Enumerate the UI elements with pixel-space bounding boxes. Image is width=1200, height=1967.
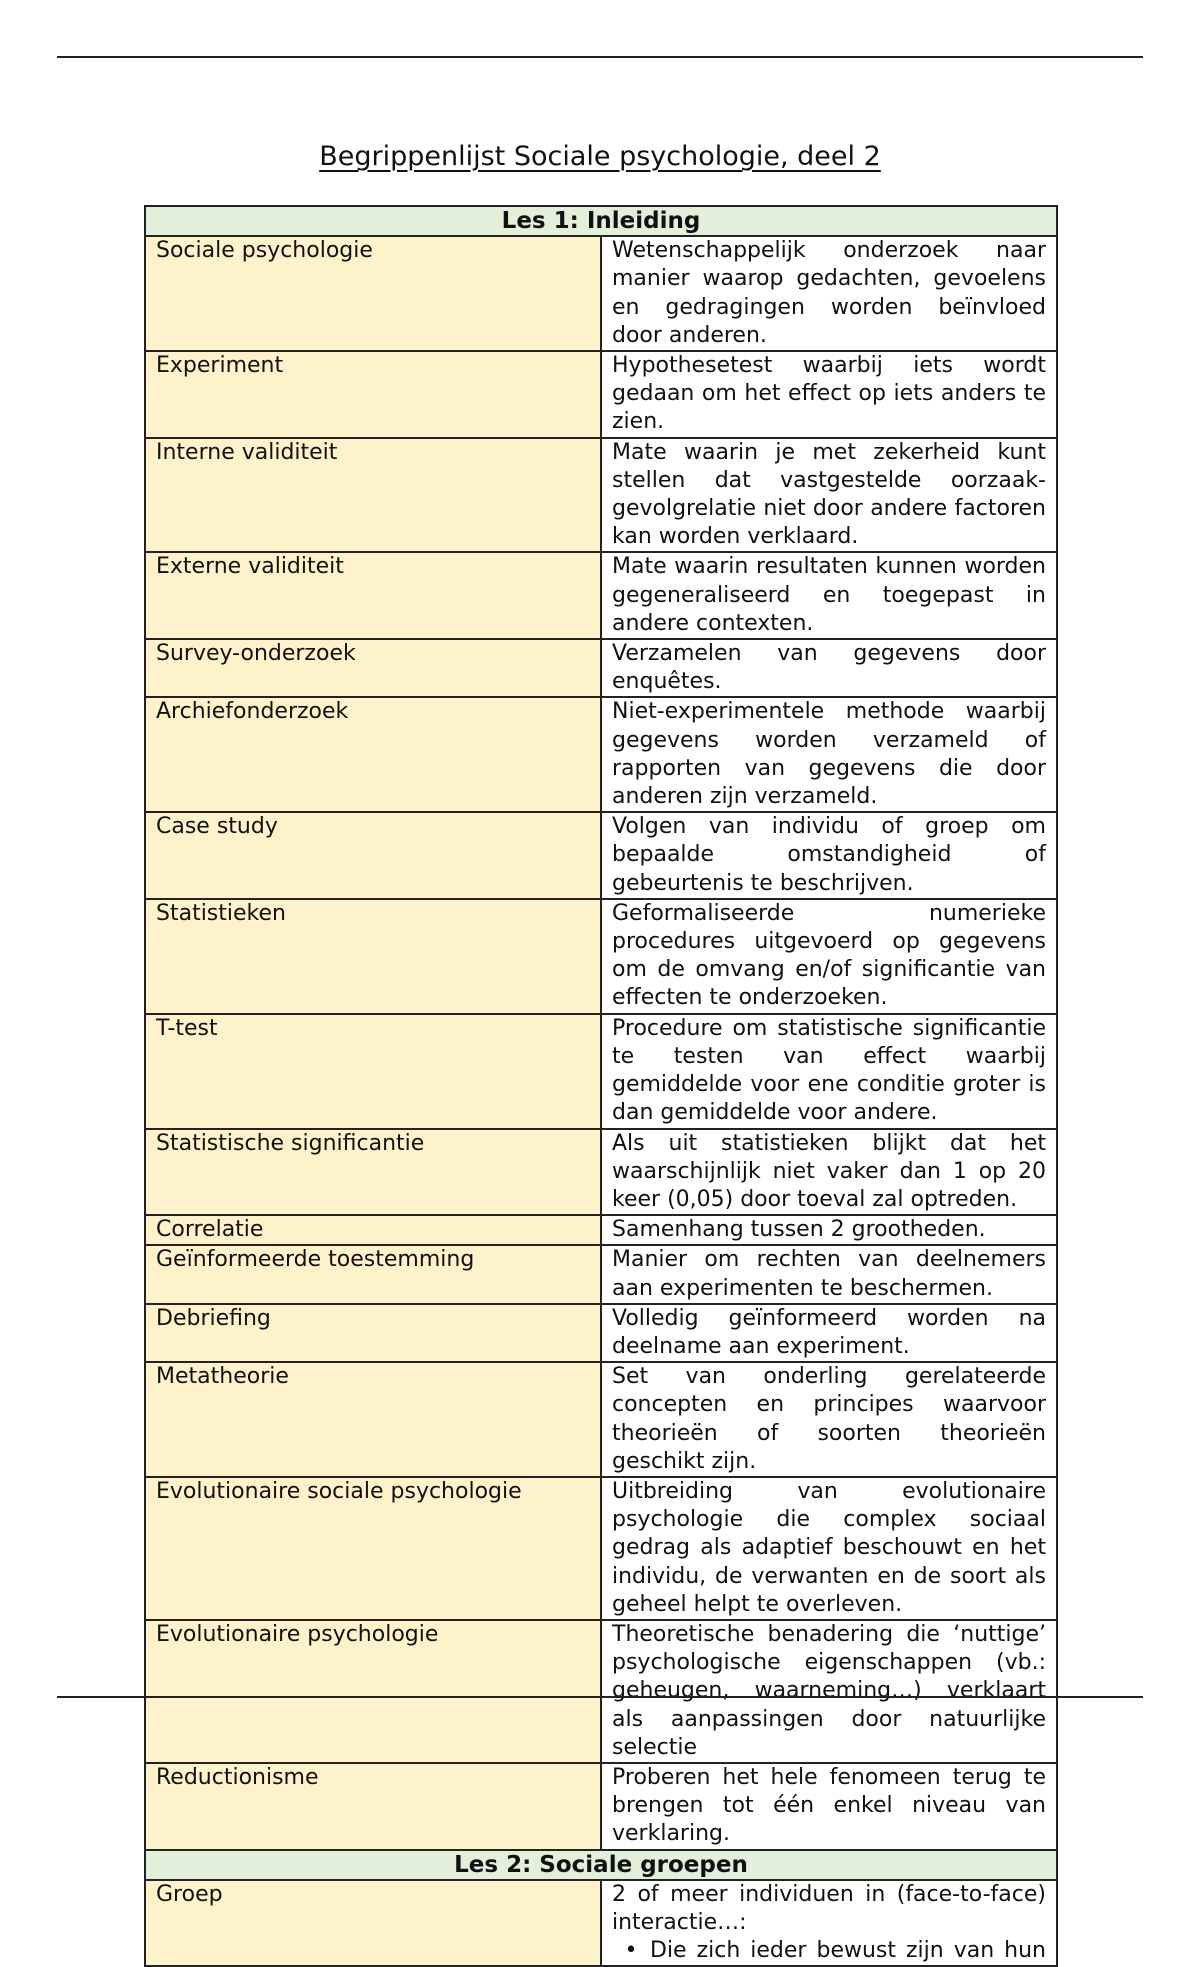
- definition-text: Volledig geïnformeerd worden na deelname aan experiment.: [612, 1305, 1046, 1359]
- table-row: [145, 438, 1057, 553]
- bullet-marker: •: [624, 1938, 638, 1964]
- glossary-body: [145, 206, 1057, 1966]
- definition-cell: [601, 351, 1057, 438]
- definition-cell: [601, 1245, 1057, 1303]
- table-row: [145, 552, 1057, 639]
- table-row: [145, 1880, 1057, 1967]
- term-cell: Debriefing: [145, 1304, 601, 1362]
- term-cell: Evolutionaire psychologie: [145, 1620, 601, 1763]
- definition-cell: [601, 1477, 1057, 1620]
- definition-cell: [601, 1880, 1057, 1967]
- term-cell: Experiment: [145, 351, 601, 438]
- table-row: [145, 639, 1057, 697]
- definition-cell: [601, 1304, 1057, 1362]
- definition-text: Set van onderling gerelateerde concepten en principes waarvoor theorieën of soorten theorieën geschikt zijn.: [612, 1364, 1046, 1474]
- definition-cell: [601, 438, 1057, 553]
- definition-text: Mate waarin je met zekerheid kunt stellen dat vastgestelde oorzaak-gevolgrelatie niet door andere factoren kan worden verklaard.: [612, 439, 1046, 550]
- table-row: [145, 1477, 1057, 1620]
- table-row: [145, 1245, 1057, 1303]
- definition-text: Theoretische benadering die ‘nuttige’ psychologische eigenschappen (vb.: geheugen, waarneming…) verklaart als aanpassingen door natuurlijke selectie: [612, 1621, 1046, 1760]
- definition-text: Procedure om statistische significantie te testen van effect waarbij gemiddelde voor ene conditie groter is dan gemiddelde voor andere.: [612, 1015, 1046, 1126]
- definition-cell: [601, 1763, 1057, 1850]
- definition-cell: [601, 639, 1057, 697]
- definition-text: 2 of meer individuen in (face-to-face) interactie…:: [612, 1881, 1046, 1935]
- bottom-rule: [57, 1696, 1143, 1698]
- definition-cell: [601, 899, 1057, 1014]
- table-row: [145, 1763, 1057, 1850]
- table-row: [145, 1014, 1057, 1129]
- bullet-text: Die zich ieder bewust zijn van hun: [650, 1938, 1046, 1964]
- definition-cell: [601, 1620, 1057, 1763]
- term-cell: Geïnformeerde toestemming: [145, 1245, 601, 1303]
- top-rule: [57, 56, 1143, 58]
- table-row: [145, 1362, 1057, 1477]
- definition-text: Hypothesetest waarbij iets wordt gedaan om het effect op iets anders te zien.: [612, 353, 1046, 435]
- term-cell: T-test: [145, 1014, 601, 1129]
- section-heading: Les 1: Inleiding: [145, 206, 1057, 236]
- definition-cell: [601, 1129, 1057, 1216]
- term-cell: Metatheorie: [145, 1362, 601, 1477]
- definition-text: Samenhang tussen 2 grootheden.: [612, 1217, 986, 1243]
- page-title-text: Begrippenlijst Sociale psychologie, deel 2: [319, 141, 881, 172]
- table-row: [145, 697, 1057, 812]
- table-row: [145, 1215, 1057, 1245]
- table-row: [145, 1304, 1057, 1362]
- term-cell: Interne validiteit: [145, 438, 601, 553]
- definition-text: Als uit statistieken blijkt dat het waarschijnlijk niet vaker dan 1 op 20 keer (0,05) door toeval zal optreden.: [612, 1130, 1046, 1212]
- definition-cell: [601, 697, 1057, 812]
- term-cell: Statistische significantie: [145, 1129, 601, 1216]
- term-cell: Evolutionaire sociale psychologie: [145, 1477, 601, 1620]
- table-row: [145, 236, 1057, 351]
- definition-text: Geformaliseerde numerieke procedures uitgevoerd op gegevens om de omvang en/of significantie van effecten te onderzoeken.: [612, 900, 1046, 1011]
- table-row: [145, 899, 1057, 1014]
- glossary-table: [144, 205, 1058, 1967]
- definition-text: Volgen van individu of groep om bepaalde omstandigheid of gebeurtenis te beschrijven.: [612, 814, 1046, 896]
- term-cell: Externe validiteit: [145, 552, 601, 639]
- definition-text: Wetenschappelijk onderzoek naar manier waarop gedachten, gevoelens en gedragingen worden beïnvloed door anderen.: [612, 238, 1046, 348]
- term-cell: Groep: [145, 1880, 601, 1967]
- definition-cell: [601, 1362, 1057, 1477]
- term-cell: Archiefonderzoek: [145, 697, 601, 812]
- section-heading: Les 2: Sociale groepen: [145, 1850, 1057, 1880]
- definition-cell: [601, 236, 1057, 351]
- term-cell: Case study: [145, 812, 601, 899]
- definition-text: Manier om rechten van deelnemers aan experimenten te beschermen.: [612, 1247, 1046, 1301]
- page-title: [0, 140, 1200, 174]
- table-row: [145, 812, 1057, 899]
- table-row: [145, 1620, 1057, 1763]
- definition-cell: [601, 552, 1057, 639]
- bullet-item: [612, 1937, 1046, 1965]
- term-cell: Reductionisme: [145, 1763, 601, 1850]
- term-cell: Sociale psychologie: [145, 236, 601, 351]
- section-header-row: [145, 1850, 1057, 1880]
- term-cell: Correlatie: [145, 1215, 601, 1245]
- definition-text: Mate waarin resultaten kunnen worden gegeneraliseerd en toegepast in andere contexten.: [612, 554, 1046, 636]
- definition-text: Niet-experimentele methode waarbij gegevens worden verzameld of rapporten van gegevens die door anderen zijn verzameld.: [612, 699, 1046, 810]
- definition-text: Verzamelen van gegevens door enquêtes.: [612, 641, 1046, 695]
- definition-cell: [601, 1215, 1057, 1245]
- table-row: [145, 351, 1057, 438]
- definition-text: Uitbreiding van evolutionaire psychologie die complex sociaal gedrag als adaptief beschouwt en het individu, de verwanten en de soort als geheel helpt te overleven.: [612, 1478, 1046, 1617]
- definition-text: Proberen het hele fenomeen terug te brengen tot één enkel niveau van verklaring.: [612, 1764, 1046, 1847]
- term-cell: Statistieken: [145, 899, 601, 1014]
- definition-cell: [601, 1014, 1057, 1129]
- definition-cell: [601, 812, 1057, 899]
- term-cell: Survey-onderzoek: [145, 639, 601, 697]
- table-row: [145, 1129, 1057, 1216]
- section-header-row: [145, 206, 1057, 236]
